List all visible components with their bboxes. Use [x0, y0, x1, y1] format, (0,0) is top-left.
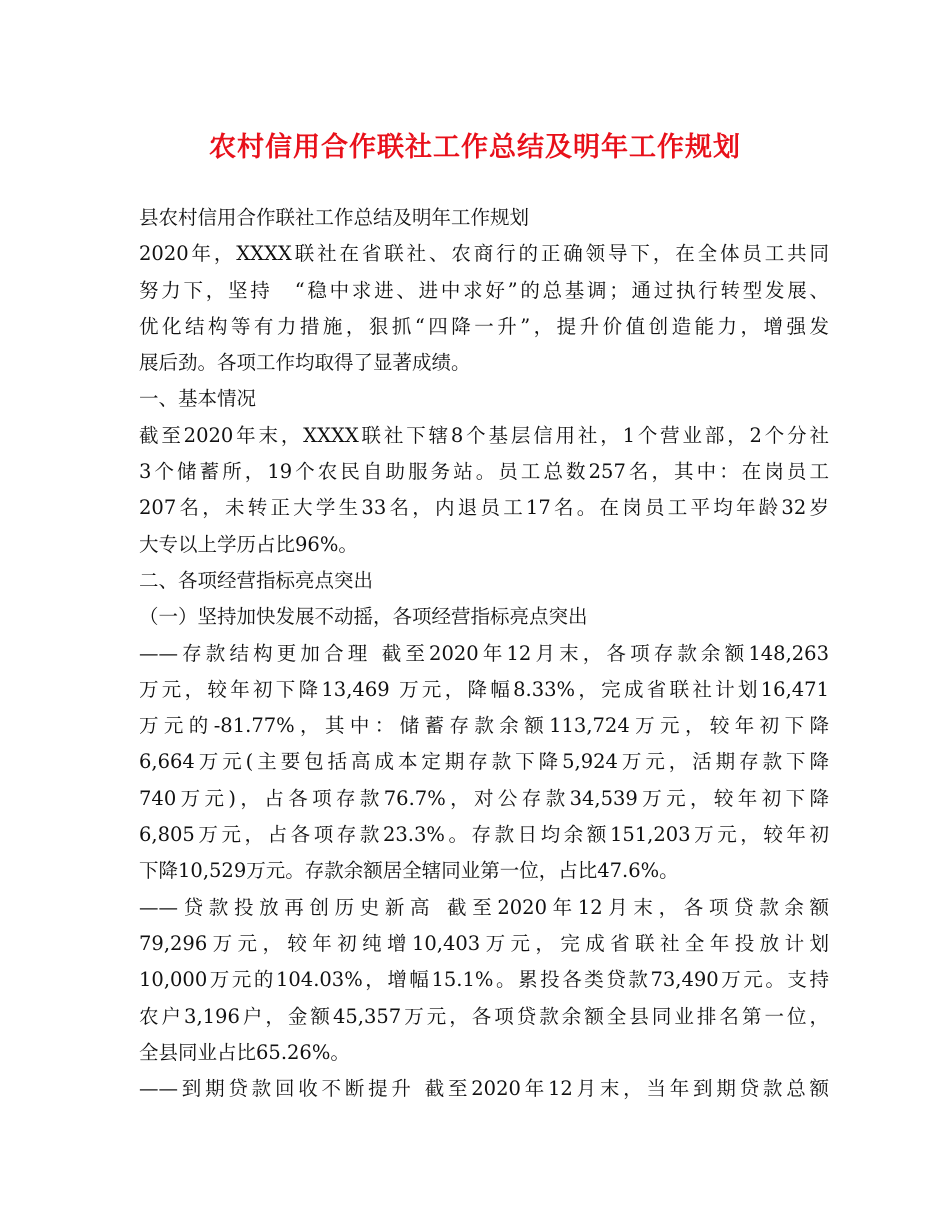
paragraph-line: 农户3,196户，金额45,357万元，各项贷款余额全县同业排名第一位， [139, 1004, 829, 1028]
paragraph-line: 截至2020年末，XXXX联社下辖8个基层信用社，1个营业部，2个分社 [139, 423, 829, 447]
paragraph-line: 207名，未转正大学生33名，内退员工17名。在岗员工平均年龄32岁 [139, 496, 829, 520]
section-heading: 一、基本情况 [139, 387, 257, 411]
subsection-heading: （一）坚持加快发展不动摇，各项经营指标亮点突出 [139, 605, 588, 629]
document-title: 农村信用合作联社工作总结及明年工作规划 [209, 132, 741, 163]
paragraph-line: ——到期贷款回收不断提升 截至2020年12月末，当年到期贷款总额 [139, 1077, 829, 1101]
paragraph-line: ——贷款投放再创历史新高 截至2020年12月末，各项贷款余额 [139, 895, 829, 919]
section-heading: 二、各项经营指标亮点突出 [139, 568, 374, 592]
paragraph-line: 万元的-81.77%，其中：储蓄存款余额113,724万元，较年初下降 [139, 714, 829, 738]
paragraph-line: 2020年，XXXX联社在省联社、农商行的正确领导下，在全体员工共同 [139, 242, 829, 266]
paragraph-line: 大专以上学历占比96%。 [139, 532, 358, 556]
paragraph-line: 县农村信用合作联社工作总结及明年工作规划 [139, 206, 530, 229]
paragraph-line: 6,664万元(主要包括高成本定期存款下降5,924万元，活期存款下降 [139, 750, 829, 774]
paragraph-line: 全县同业占比65.26%。 [139, 1040, 350, 1064]
paragraph-line: 努力下，坚持 “稳中求进、进中求好”的总基调；通过执行转型发展、 [139, 278, 829, 302]
paragraph-line: 3个储蓄所，19个农民自助服务站。员工总数257名，其中：在岗员工 [139, 460, 829, 484]
paragraph-line: 6,805万元，占各项存款23.3%。存款日均余额151,203万元，较年初 [139, 823, 829, 847]
paragraph-line: 740万元)，占各项存款76.7%，对公存款34,539万元，较年初下降 [139, 786, 829, 810]
paragraph-line: 下降10,529万元。存款余额居全辖同业第一位，占比47.6%。 [139, 859, 679, 883]
paragraph-line: 10,000万元的104.03%，增幅15.1%。累投各类贷款73,490万元。支持 [139, 968, 829, 992]
paragraph-line: 79,296万元，较年初纯增10,403万元，完成省联社全年投放计划 [139, 931, 829, 955]
document-body [139, 200, 829, 1107]
paragraph-line: ——存款结构更加合理 截至2020年12月末，各项存款余额148,263 [139, 641, 829, 665]
paragraph-line: 展后劲。各项工作均取得了显著成绩。 [139, 351, 471, 375]
paragraph-line: 优化结构等有力措施，狠抓“四降一升”，提升价值创造能力，增强发 [139, 314, 829, 338]
paragraph-line: 万元，较年初下降13,469 万元，降幅8.33%，完成省联社计划16,471 [139, 677, 829, 701]
